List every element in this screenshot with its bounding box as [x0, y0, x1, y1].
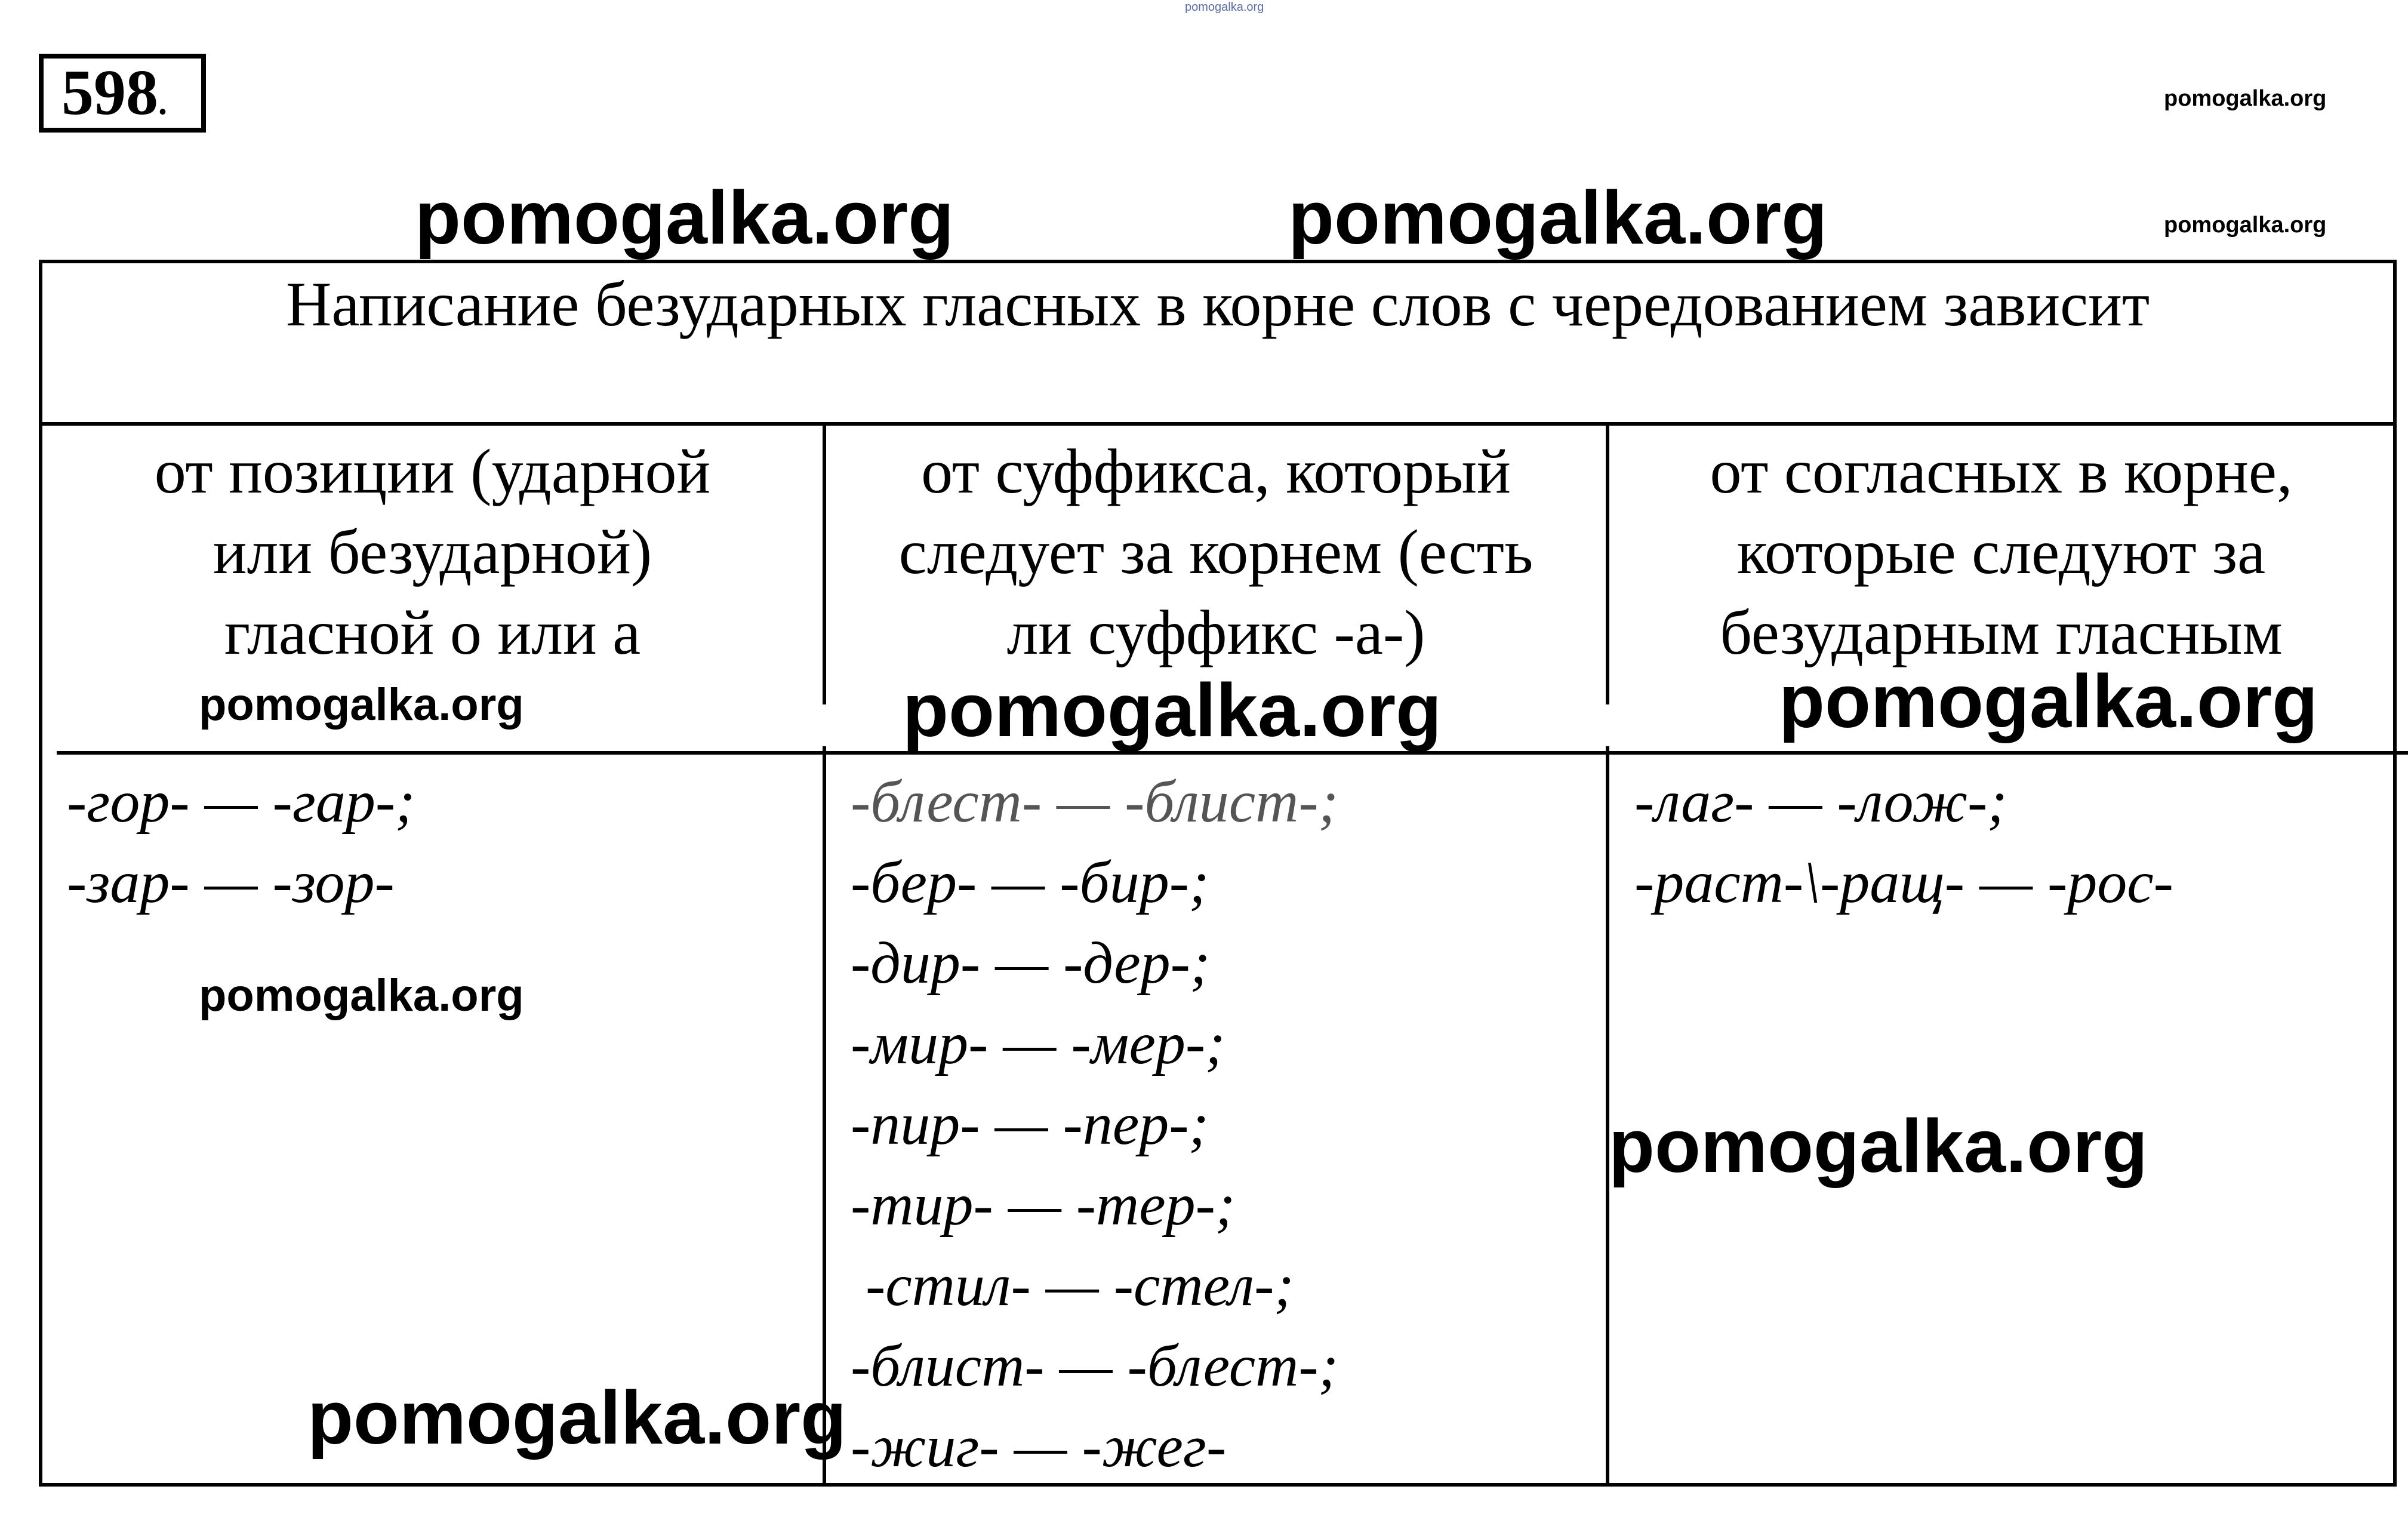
header-line: от позиции (ударной	[154, 436, 711, 506]
column-header-3	[1609, 431, 2393, 673]
root-pair: -стил- — -стел-;	[851, 1252, 1294, 1318]
header-line: которые следуют за	[1736, 517, 2266, 587]
watermark-header-center: pomogalka.org	[1288, 176, 1828, 260]
root-pair: -блист- — -блест-;	[851, 1333, 1338, 1399]
watermark-col2-mid: pomogalka.org	[903, 668, 1442, 752]
watermark-right-second: pomogalka.org	[2164, 213, 2327, 238]
title-divider	[39, 422, 2397, 426]
watermark-col1-mid: pomogalka.org	[199, 679, 524, 730]
root-pair: -жиг- — -жег-	[851, 1413, 1227, 1479]
root-pair: -гор- — -гар-;	[67, 768, 415, 835]
root-pair: -мир- — -мер-;	[851, 1010, 1225, 1076]
header-line: безударным гласным	[1720, 598, 2283, 667]
watermark-right-top: pomogalka.org	[2164, 86, 2327, 111]
roots-column-2	[851, 761, 1338, 1487]
table-title: Написание безударных гласных в корне слов с чередованием зависит	[285, 269, 2150, 339]
watermark-col3-mid: pomogalka.org	[1779, 659, 2318, 743]
column-header-2	[826, 431, 1606, 673]
header-line: ли суффикс -а-)	[1006, 598, 1425, 667]
watermark-col1-bottom: pomogalka.org	[307, 1376, 847, 1460]
watermark-header-left: pomogalka.org	[415, 176, 954, 260]
root-pair: -лаг- — -лож-;	[1634, 768, 2007, 835]
header-line: от суффикса, который	[921, 436, 1511, 506]
root-pair: -пир- — -пер-;	[851, 1091, 1209, 1157]
watermark-col3-lower: pomogalka.org	[1609, 1104, 2148, 1188]
roots-column-1	[67, 761, 415, 922]
header-line: от согласных в корне,	[1710, 436, 2293, 506]
root-pair: -дир- — -дер-;	[851, 930, 1211, 996]
header-line: следует за корнем (есть	[898, 517, 1534, 587]
watermark-top: pomogalka.org	[1185, 1, 1264, 14]
column-header-1	[42, 431, 823, 673]
root-pair: -бер- — -бир-;	[851, 849, 1209, 915]
root-pair: -раст-\-ращ- — -рос-	[1634, 849, 2173, 915]
header-line: гласной о или а	[224, 598, 641, 667]
roots-column-3	[1634, 761, 2173, 922]
root-pair: -блест- — -блист-;	[851, 768, 1338, 835]
exercise-number: 598.	[39, 54, 206, 133]
watermark-col1-lower: pomogalka.org	[199, 970, 524, 1021]
root-pair: -зар- — -зор-	[67, 849, 395, 915]
root-pair: -тир- — -тер-;	[851, 1171, 1236, 1238]
header-line: или безударной)	[213, 517, 652, 587]
